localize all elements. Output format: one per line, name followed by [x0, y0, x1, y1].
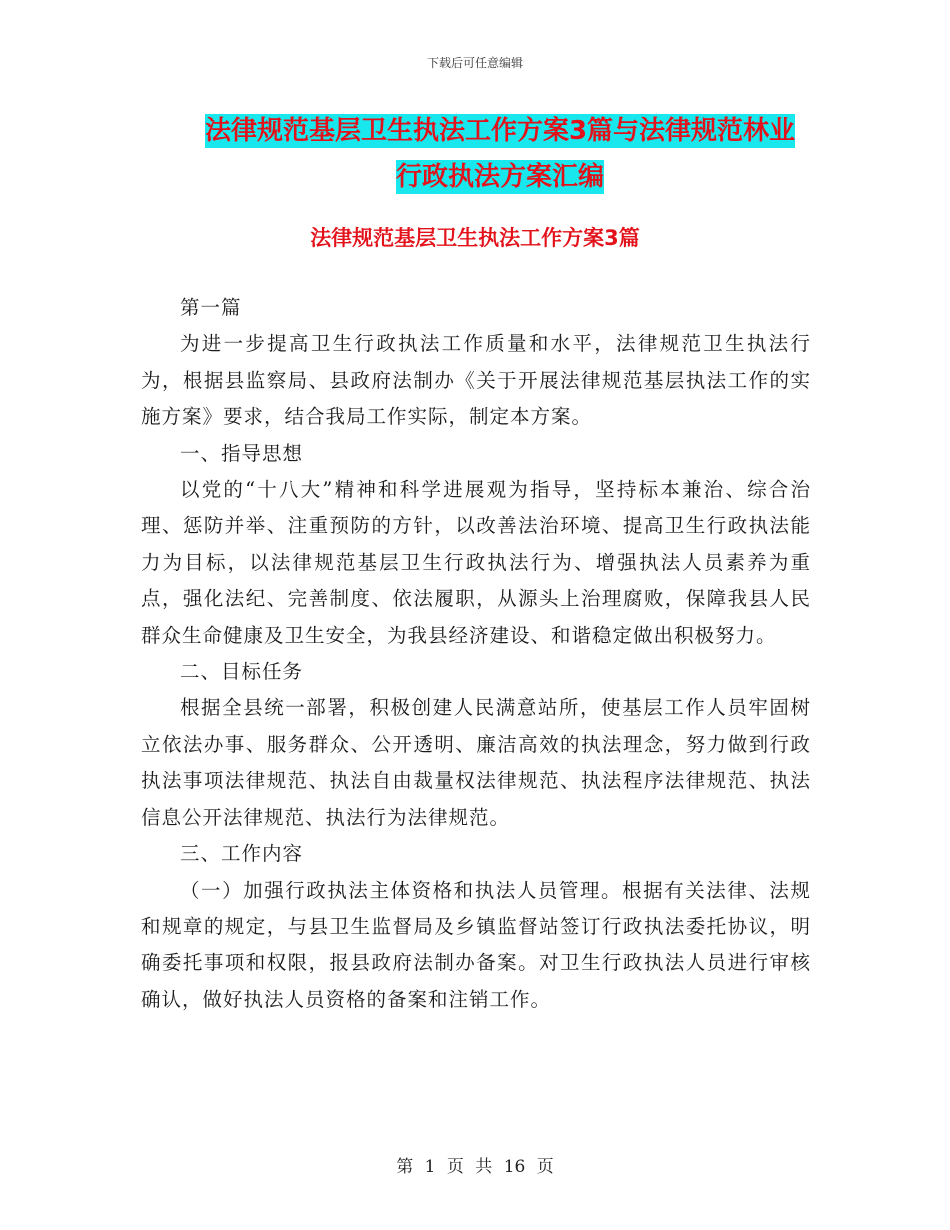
paragraph: 根据全县统一部署，积极创建人民满意站所，使基层工作人员牢固树立依法办事、服务群众、公开透明、廉洁高效的执法理念，努力做到行政执法事项法律规范、执法自由裁量权法律规范、执法程序法律规范、执法信息公开法律规范、执法行为法律规范。 [141, 696, 811, 829]
document-title [140, 108, 860, 200]
paragraph: 二、目标任务 [180, 660, 304, 684]
document-title-line-2: 行政执法方案汇编 [395, 162, 604, 192]
document-title-line-1: 法律规范基层卫生执法工作方案3篇与法律规范林业 [204, 116, 796, 146]
paragraph: 第一篇 [180, 296, 242, 319]
paragraph: （一）加强行政执法主体资格和执法人员管理。根据有关法律、法规和规章的规定，与县卫生监督局及乡镇监督站签订行政执法委托协议，明确委托事项和权限，报县政府法制办备案。对卫生行政执法人员进行审核确认，做好执法人员资格的备案和注销工作。 [141, 878, 811, 1011]
page-footer: 第 1 页 共 16 页 [396, 1157, 554, 1177]
body-text [141, 290, 811, 1018]
paragraph: 一、指导思想 [180, 441, 304, 465]
section-title: 法律规范基层卫生执法工作方案3篇 [310, 226, 640, 250]
paragraph: 以党的“十八大”精神和科学进展观为指导，坚持标本兼治、综合治理、惩防并举、注重预防的方针，以改善法治环境、提高卫生行政执法能力为目标，以法律规范基层卫生行政执法行为、增强执法人员素养为重点，强化法纪、完善制度、依法履职，从源头上治理腐败，保障我县人民群众生命健康及卫生安全，为我县经济建设、和谐稳定做出积极努力。 [141, 478, 811, 647]
header-note: 下载后可任意编辑 [426, 56, 523, 70]
paragraph: 为进一步提高卫生行政执法工作质量和水平，法律规范卫生执法行为，根据县监察局、县政府法制办《关于开展法律规范基层执法工作的实施方案》要求，结合我局工作实际，制定本方案。 [141, 332, 811, 429]
paragraph: 三、工作内容 [180, 842, 304, 866]
